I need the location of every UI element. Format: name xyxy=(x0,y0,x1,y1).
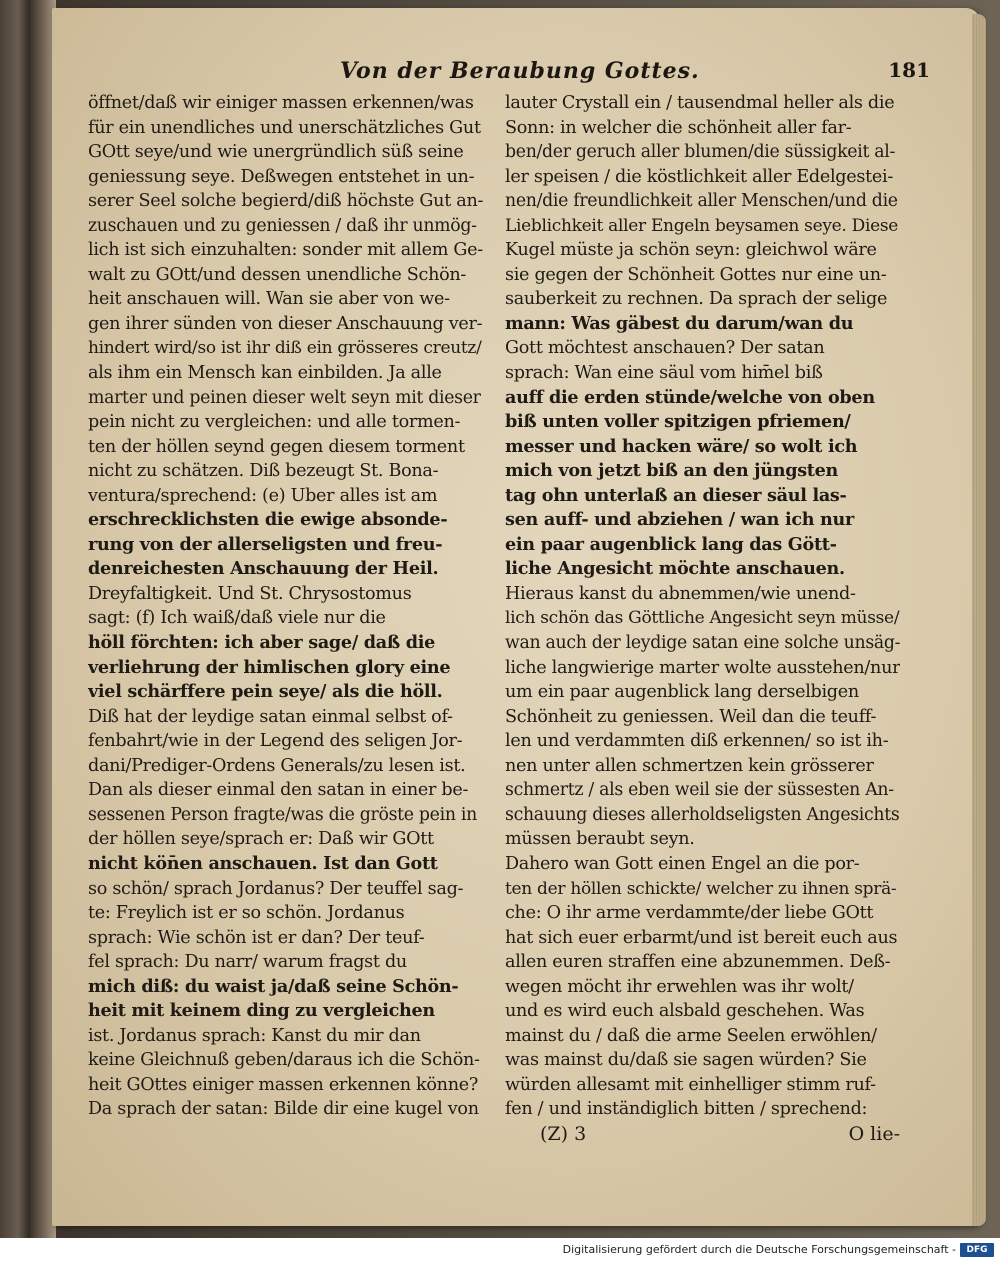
page-header xyxy=(340,58,930,88)
text-line: ler speisen / die köstlichkeit aller Edelgestei- xyxy=(505,166,893,187)
text-line: verliehrung der himlischen glory eine xyxy=(88,656,451,678)
text-line: mainst du / daß die arme Seelen erwöhlen/ xyxy=(505,1025,877,1046)
text-line: sprach: Wie schön ist er dan? Der teuf- xyxy=(88,927,425,948)
text-line: mann: Was gäbest du darum/wan du xyxy=(505,312,854,334)
signature-mark: (Z) 3 xyxy=(540,1123,587,1145)
text-line: und es wird euch alsbald geschehen. Was xyxy=(505,1001,865,1022)
text-line: lich schön das Göttliche Angesicht seyn müsse/ xyxy=(505,608,900,629)
text-line: so schön/ sprach Jordanus? Der teuffel sag- xyxy=(88,878,464,899)
text-line: auff die erden stünde/welche von oben xyxy=(505,386,875,408)
text-line: heit mit keinem ding zu vergleichen xyxy=(88,1000,435,1022)
text-line: biß unten voller spitzigen pfriemen/ xyxy=(505,411,851,433)
text-line: als ihm ein Mensch kan einbilden. Ja alle xyxy=(88,363,442,384)
text-line: nen unter allen schmertzen kein grösserer xyxy=(505,755,874,776)
text-line: messer und hacken wäre/ so wolt ich xyxy=(505,435,858,457)
text-line: schmertz / als eben weil sie der süssesten An- xyxy=(505,780,894,801)
text-line: pein nicht zu vergleichen: und alle tormen- xyxy=(88,412,461,433)
text-line: mich von jetzt biß an den jüngsten xyxy=(505,460,839,482)
text-line: rung von der allerseligsten und freu- xyxy=(88,533,443,555)
text-line: fel sprach: Du narr/ warum fragst du xyxy=(88,952,407,973)
text-line: liche langwierige marter wolte ausstehen/nur xyxy=(505,657,900,678)
text-line: te: Freylich ist er so schön. Jordanus xyxy=(88,903,405,924)
text-line: öffnet/daß wir einiger massen erkennen/was xyxy=(88,93,474,113)
text-line: der höllen seye/sprach er: Daß wir GOtt xyxy=(88,829,434,850)
text-line: fen / und inständiglich bitten / sprechend: xyxy=(505,1099,868,1120)
text-line: sie gegen der Schönheit Gottes nur eine un- xyxy=(505,264,887,285)
text-line: höll förchten: ich aber sage/ daß die xyxy=(88,632,436,654)
text-line: Schönheit zu geniessen. Weil dan die teuff- xyxy=(505,706,877,727)
right-text-column xyxy=(505,91,900,1141)
text-line: hindert wird/so ist ihr diß ein grösseres creutz/ xyxy=(88,338,482,359)
text-line: allen euren straffen eine abzunemmen. Deß- xyxy=(505,952,891,973)
catchword: O lie- xyxy=(848,1123,900,1145)
text-line: nicht kön̄en anschauen. Ist dan Gott xyxy=(88,852,438,874)
text-line: was mainst du/daß sie sagen würden? Sie xyxy=(505,1050,867,1071)
text-line: sen auff- und abziehen / wan ich nur xyxy=(505,509,855,531)
text-line: sprach: Wan eine säul vom him̄el biß xyxy=(505,363,823,384)
text-line: ventura/sprechend: (e) Uber alles ist am xyxy=(88,485,438,506)
dfg-logo: DFG xyxy=(960,1243,994,1257)
text-line: Gott möchtest anschauen? Der satan xyxy=(505,338,825,359)
page-edge xyxy=(972,14,986,1226)
text-line: marter und peinen dieser welt seyn mit dieser xyxy=(88,387,481,408)
text-line: hat sich euer erbarmt/und ist bereit euch aus xyxy=(505,927,898,948)
text-line: Da sprach der satan: Bilde dir eine kugel von xyxy=(88,1099,479,1120)
text-line: ben/der geruch aller blumen/die süssigkeit al- xyxy=(505,142,896,163)
text-line: geniessung seye. Deßwegen entstehet in un- xyxy=(88,166,475,187)
text-line: ein paar augenblick lang das Gött- xyxy=(505,533,837,555)
text-line: schauung dieses allerholdseligsten Angesichts xyxy=(505,804,900,825)
text-line: heit GOttes einiger massen erkennen könne? xyxy=(88,1074,478,1095)
text-line: für ein unendliches und unerschätzliches Gut xyxy=(88,117,481,138)
text-line: heit anschauen will. Wan sie aber von we- xyxy=(88,289,450,310)
text-line: müssen beraubt seyn. xyxy=(505,829,695,850)
text-line: nicht zu schätzen. Diß bezeugt St. Bona- xyxy=(88,461,439,482)
page-number: 181 xyxy=(888,58,930,82)
text-line: zuschauen und zu geniessen / daß ihr unmög- xyxy=(88,215,477,236)
text-line: sessenen Person fragte/was die gröste pein in xyxy=(88,804,477,825)
text-line: keine Gleichnuß geben/daraus ich die Schön- xyxy=(88,1050,480,1071)
text-line: Sonn: in welcher die schönheit aller far- xyxy=(505,117,852,138)
text-line: Dahero wan Gott einen Engel an die por- xyxy=(505,853,860,874)
text-line: tag ohn unterlaß an dieser säul las- xyxy=(505,484,847,506)
credit-text: Digitalisierung gefördert durch die Deutsche Forschungsgemeinschaft - xyxy=(562,1243,956,1256)
text-line: gen ihrer sünden von dieser Anschauung ver- xyxy=(88,313,483,334)
text-line: sauberkeit zu rechnen. Da sprach der selige xyxy=(505,289,888,310)
text-line: ist. Jordanus sprach: Kanst du mir dan xyxy=(88,1025,421,1046)
text-line: liche Angesicht möchte anschauen. xyxy=(505,558,845,580)
text-line: würden allesamt mit einhelliger stimm ruf- xyxy=(505,1074,876,1095)
text-line: sagt: (f) Ich waiß/daß viele nur die xyxy=(88,608,386,629)
text-line: Diß hat der leydige satan einmal selbst of- xyxy=(88,706,453,727)
page-footer xyxy=(500,1123,900,1153)
text-line: Dreyfaltigkeit. Und St. Chrysostomus xyxy=(88,583,412,604)
text-line: Hieraus kanst du abnemmen/wie unend- xyxy=(505,583,856,604)
text-line: dani/Prediger-Ordens Generals/zu lesen ist. xyxy=(88,755,466,776)
text-line: serer Seel solche begierd/diß höchste Gut an- xyxy=(88,191,483,212)
text-line: mich diß: du waist ja/daß seine Schön- xyxy=(88,975,459,997)
text-line: Lieblichkeit aller Engeln beysamen seye. Diese xyxy=(505,215,899,236)
text-line: viel schärffere pein seye/ als die höll. xyxy=(88,681,443,703)
text-line: ten der höllen seynd gegen diesem torment xyxy=(88,436,465,457)
text-line: che: O ihr arme verdammte/der liebe GOtt xyxy=(505,903,874,924)
text-line: lauter Crystall ein / tausendmal heller als die xyxy=(505,93,895,113)
text-line: lich ist sich einzuhalten: sonder mit allem Ge- xyxy=(88,240,483,261)
text-line: ten der höllen schickte/ welcher zu ihnen sprä- xyxy=(505,878,897,899)
text-line: Dan als dieser einmal den satan in einer be- xyxy=(88,780,469,801)
text-line: GOtt seye/und wie unergründlich süß seine xyxy=(88,142,464,163)
running-title: Von der Beraubung Gottes. xyxy=(340,58,700,84)
text-line: um ein paar augenblick lang derselbigen xyxy=(505,682,859,703)
text-line: fenbahrt/wie in der Legend des seligen Jor- xyxy=(88,731,463,752)
text-line: denreichesten Anschauung der Heil. xyxy=(88,558,439,580)
text-line: erschrecklichsten die ewige absonde- xyxy=(88,509,448,531)
left-text-column xyxy=(88,91,483,1141)
text-line: wan auch der leydige satan eine solche unsäg- xyxy=(505,633,900,654)
text-line: nen/die freundlichkeit aller Menschen/und die xyxy=(505,191,898,212)
text-line: Kugel müste ja schön seyn: gleichwol wäre xyxy=(505,240,877,261)
text-line: wegen möcht ihr erwehlen was ihr wolt/ xyxy=(505,976,854,997)
text-line: len und verdammten diß erkennen/ so ist ih- xyxy=(505,731,889,752)
credit-bar xyxy=(0,1238,1000,1263)
text-line: walt zu GOtt/und dessen unendliche Schön- xyxy=(88,264,467,285)
